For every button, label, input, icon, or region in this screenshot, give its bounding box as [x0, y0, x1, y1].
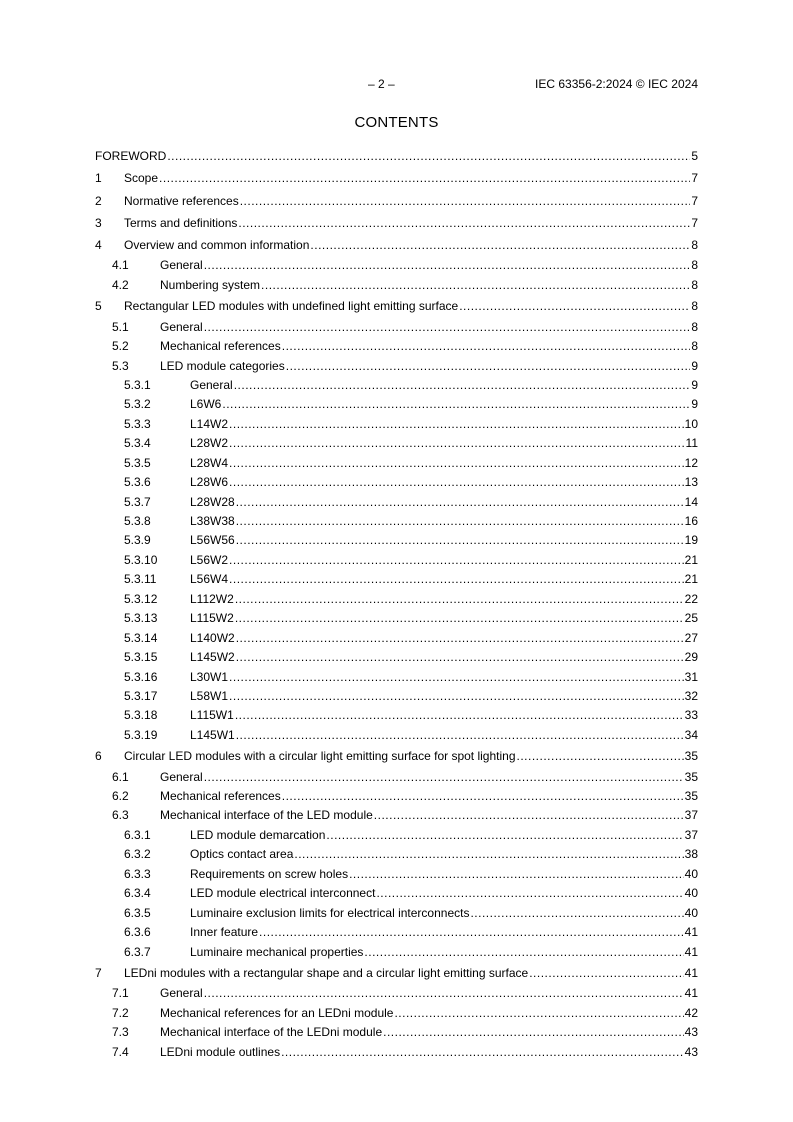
- toc-entry-page: 41: [684, 986, 698, 1001]
- toc-entry-title: Overview and common information: [124, 238, 310, 253]
- toc-entry-number: 6.3.1: [124, 827, 151, 842]
- dot-leader: [229, 454, 684, 473]
- toc-entry-number: 5.3.19: [124, 727, 158, 742]
- toc-entry-page: 35: [684, 769, 698, 784]
- toc-entry-number: 4: [95, 238, 102, 253]
- toc-entry-number: 5.3.6: [124, 475, 151, 490]
- toc-entry-title: L56W2: [190, 552, 229, 567]
- toc-entry-page: 7: [691, 215, 698, 230]
- toc-entry-title: L28W2: [190, 436, 229, 451]
- toc-entry-page: 8: [691, 339, 698, 354]
- toc-entry-number: 3: [95, 215, 102, 230]
- toc-entry-page: 43: [684, 1025, 698, 1040]
- toc-entry-number: 6.3.2: [124, 847, 151, 862]
- toc-entry-page: 21: [684, 552, 698, 567]
- toc-entry-title: L58W1: [190, 688, 229, 703]
- dot-leader: [236, 629, 684, 648]
- toc-entry-page: 42: [684, 1005, 698, 1020]
- toc-entry-number: 6.2: [112, 789, 129, 804]
- toc-entry-title: L145W1: [190, 727, 235, 742]
- dot-leader: [349, 865, 684, 884]
- toc-entry-number: 6.3.7: [124, 944, 151, 959]
- toc-entry-page: 40: [684, 886, 698, 901]
- toc-entry-page: 25: [684, 611, 698, 626]
- dot-leader: [229, 434, 685, 453]
- toc-entry-number: 1: [95, 171, 102, 186]
- dot-leader: [167, 145, 690, 167]
- dot-leader: [229, 687, 684, 706]
- toc-entry[interactable]: [95, 1023, 698, 1042]
- toc-entry[interactable]: [95, 943, 698, 962]
- dot-leader: [470, 904, 683, 923]
- toc-entry-number: 5.3.18: [124, 708, 158, 723]
- toc-entry-page: 19: [684, 533, 698, 548]
- toc-entry-page: 12: [684, 455, 698, 470]
- toc-entry-title: L112W2: [190, 591, 234, 606]
- toc-entry-page: 21: [684, 572, 698, 587]
- toc-entry-number: 6.3.5: [124, 905, 151, 920]
- toc-entry-title: L14W2: [190, 416, 229, 431]
- table-of-contents: [95, 145, 698, 1062]
- toc-entry-title: L28W28: [190, 494, 235, 509]
- toc-entry[interactable]: [95, 234, 698, 256]
- toc-entry-title: General: [190, 377, 233, 392]
- toc-entry[interactable]: [95, 668, 698, 687]
- toc-entry-page: 38: [684, 847, 698, 862]
- toc-entry[interactable]: [95, 512, 698, 531]
- dot-leader: [229, 473, 684, 492]
- toc-entry-title: General: [160, 258, 203, 273]
- toc-entry-title: Circular LED modules with a circular light emitting surface for spot lighting: [124, 749, 516, 764]
- toc-entry-page: 33: [684, 708, 698, 723]
- toc-entry-title: FOREWORD: [95, 149, 167, 163]
- toc-entry[interactable]: [95, 454, 698, 473]
- toc-entry-page: 41: [684, 925, 698, 940]
- toc-entry-title: L56W56: [190, 533, 235, 548]
- dot-leader: [159, 167, 690, 189]
- dot-leader: [204, 768, 684, 787]
- toc-entry[interactable]: [95, 551, 698, 570]
- dot-leader: [235, 590, 684, 609]
- toc-entry-number: 5.3.2: [124, 397, 151, 412]
- dot-leader: [310, 234, 690, 256]
- toc-entry[interactable]: [95, 337, 698, 356]
- toc-entry-page: 8: [691, 277, 698, 292]
- dot-leader: [240, 190, 691, 212]
- toc-entry-number: 4.2: [112, 277, 129, 292]
- toc-entry[interactable]: [95, 145, 698, 167]
- toc-entry-title: L115W2: [190, 611, 234, 626]
- toc-entry[interactable]: [95, 256, 698, 275]
- toc-entry-number: 2: [95, 193, 102, 208]
- toc-entry[interactable]: [95, 826, 698, 845]
- toc-entry-page: 37: [684, 827, 698, 842]
- toc-entry-page: 8: [691, 299, 698, 314]
- toc-entry-page: 7: [691, 171, 698, 186]
- dot-leader: [294, 845, 683, 864]
- toc-entry-page: 8: [691, 319, 698, 334]
- toc-entry-title: Luminaire mechanical properties: [190, 944, 364, 959]
- toc-entry-number: 5.3.11: [124, 572, 157, 587]
- toc-entry-page: 11: [685, 436, 698, 451]
- dot-leader: [383, 1023, 684, 1042]
- toc-entry-page: 5: [691, 149, 698, 163]
- toc-entry-title: Mechanical references: [160, 339, 281, 354]
- toc-entry-page: 9: [691, 377, 698, 392]
- toc-entry[interactable]: [95, 212, 698, 234]
- toc-entry[interactable]: [95, 904, 698, 923]
- toc-title: CONTENTS: [354, 114, 439, 131]
- toc-entry-title: General: [160, 319, 203, 334]
- toc-entry[interactable]: [95, 167, 698, 189]
- toc-entry[interactable]: [95, 531, 698, 550]
- toc-entry-number: 5.3.13: [124, 611, 158, 626]
- toc-entry-title: L56W4: [190, 572, 229, 587]
- dot-leader: [204, 318, 691, 337]
- toc-entry[interactable]: [95, 318, 698, 337]
- dot-leader: [204, 984, 684, 1003]
- page-number: – 2 –: [368, 77, 395, 91]
- toc-entry-page: 27: [684, 630, 698, 645]
- toc-entry-title: Optics contact area: [190, 847, 294, 862]
- document-reference: IEC 63356-2:2024 © IEC 2024: [535, 77, 698, 91]
- toc-entry-page: 22: [684, 591, 698, 606]
- toc-entry-title: Luminaire exclusion limits for electrical interconnects: [190, 905, 470, 920]
- toc-entry-number: 5.3.15: [124, 650, 158, 665]
- toc-entry-number: 5.1: [112, 319, 129, 334]
- toc-entry-number: 5.3.14: [124, 630, 158, 645]
- toc-entry-title: LED module categories: [160, 358, 285, 373]
- toc-entry[interactable]: [95, 806, 698, 825]
- toc-entry-number: 6.3.4: [124, 886, 151, 901]
- toc-entry-page: 40: [684, 905, 698, 920]
- dot-leader: [394, 1004, 683, 1023]
- toc-entry-page: 35: [684, 789, 698, 804]
- dot-leader: [286, 357, 691, 376]
- dot-leader: [281, 1043, 684, 1062]
- toc-entry-page: 41: [684, 944, 698, 959]
- toc-entry-number: 6.1: [112, 769, 129, 784]
- toc-entry-title: L38W38: [190, 514, 235, 529]
- toc-entry-title: L6W6: [190, 397, 222, 412]
- toc-entry[interactable]: [95, 395, 698, 414]
- toc-entry[interactable]: [95, 376, 698, 395]
- toc-entry-title: LEDni module outlines: [160, 1044, 281, 1059]
- dot-leader: [234, 376, 691, 395]
- dot-leader: [229, 570, 684, 589]
- dot-leader: [236, 648, 684, 667]
- toc-entry[interactable]: [95, 726, 698, 745]
- dot-leader: [236, 726, 684, 745]
- dot-leader: [529, 962, 683, 984]
- dot-leader: [517, 745, 684, 767]
- toc-entry[interactable]: [95, 884, 698, 903]
- dot-leader: [459, 295, 690, 317]
- toc-entry-title: L145W2: [190, 650, 235, 665]
- toc-entry-title: LED module demarcation: [190, 827, 326, 842]
- toc-entry-title: L115W1: [190, 708, 234, 723]
- dot-leader: [236, 493, 684, 512]
- toc-entry-title: Rectangular LED modules with undefined light emitting surface: [124, 299, 459, 314]
- toc-entry[interactable]: [95, 687, 698, 706]
- toc-entry[interactable]: [95, 629, 698, 648]
- dot-leader: [282, 787, 684, 806]
- dot-leader: [282, 337, 691, 356]
- toc-entry[interactable]: [95, 745, 698, 767]
- toc-entry-number: 5.3.1: [124, 377, 151, 392]
- toc-entry[interactable]: [95, 648, 698, 667]
- toc-entry[interactable]: [95, 787, 698, 806]
- toc-entry[interactable]: [95, 434, 698, 453]
- toc-entry-number: 5.3.10: [124, 552, 158, 567]
- toc-entry-number: 5: [95, 299, 102, 314]
- toc-entry-title: Mechanical interface of the LED module: [160, 808, 373, 823]
- toc-entry-page: 8: [691, 238, 698, 253]
- toc-entry-title: L140W2: [190, 630, 235, 645]
- toc-entry[interactable]: [95, 865, 698, 884]
- dot-leader: [204, 256, 691, 275]
- toc-entry-page: 40: [684, 866, 698, 881]
- toc-entry-title: Terms and definitions: [124, 215, 238, 230]
- dot-leader: [229, 551, 684, 570]
- dot-leader: [259, 923, 684, 942]
- toc-entry-number: 6.3: [112, 808, 129, 823]
- dot-leader: [235, 609, 684, 628]
- toc-entry-title: Requirements on screw holes: [190, 866, 349, 881]
- toc-entry-number: 4.1: [112, 258, 129, 273]
- toc-entry-number: 6.3.6: [124, 925, 151, 940]
- toc-entry[interactable]: [95, 984, 698, 1003]
- toc-entry-page: 35: [684, 749, 698, 764]
- dot-leader: [229, 668, 684, 687]
- toc-entry-title: Mechanical interface of the LEDni module: [160, 1025, 383, 1040]
- toc-entry-number: 7.4: [112, 1044, 129, 1059]
- toc-entry[interactable]: [95, 845, 698, 864]
- toc-entry-number: 7.2: [112, 1005, 129, 1020]
- toc-entry-number: 5.3.9: [124, 533, 151, 548]
- toc-entry-title: Scope: [124, 171, 159, 186]
- toc-entry-title: Inner feature: [190, 925, 259, 940]
- toc-entry-number: 5.3.16: [124, 669, 158, 684]
- dot-leader: [238, 212, 690, 234]
- dot-leader: [222, 395, 690, 414]
- toc-entry-page: 34: [684, 727, 698, 742]
- toc-entry-number: 6: [95, 749, 102, 764]
- toc-entry-title: General: [160, 769, 203, 784]
- toc-entry-title: L28W6: [190, 475, 229, 490]
- toc-entry[interactable]: [95, 962, 698, 984]
- toc-entry-number: 5.3.17: [124, 688, 158, 703]
- dot-leader: [229, 415, 684, 434]
- toc-entry-number: 5.3.12: [124, 591, 158, 606]
- toc-entry-number: 5.3.3: [124, 416, 151, 431]
- toc-entry-page: 37: [684, 808, 698, 823]
- toc-entry-page: 31: [684, 669, 698, 684]
- toc-entry-title: LED module electrical interconnect: [190, 886, 376, 901]
- toc-entry-page: 16: [684, 514, 698, 529]
- toc-entry-title: Normative references: [124, 193, 239, 208]
- toc-entry-number: 5.3: [112, 358, 129, 373]
- toc-entry-page: 43: [684, 1044, 698, 1059]
- toc-entry[interactable]: [95, 1004, 698, 1023]
- toc-entry-title: Mechanical references for an LEDni module: [160, 1005, 394, 1020]
- toc-entry-number: 6.3.3: [124, 866, 151, 881]
- toc-entry[interactable]: [95, 357, 698, 376]
- toc-entry[interactable]: [95, 473, 698, 492]
- toc-entry[interactable]: [95, 768, 698, 787]
- toc-entry-title: Mechanical references: [160, 789, 281, 804]
- toc-entry-page: 9: [691, 397, 698, 412]
- toc-entry[interactable]: [95, 190, 698, 212]
- toc-entry-number: 7.1: [112, 986, 129, 1001]
- toc-entry-number: 5.3.7: [124, 494, 151, 509]
- toc-entry-title: LEDni modules with a rectangular shape and a circular light emitting surface: [124, 965, 529, 980]
- toc-entry-page: 9: [691, 358, 698, 373]
- toc-entry[interactable]: [95, 609, 698, 628]
- dot-leader: [374, 806, 684, 825]
- toc-entry[interactable]: [95, 1043, 698, 1062]
- toc-entry[interactable]: [95, 415, 698, 434]
- toc-entry-page: 8: [691, 258, 698, 273]
- toc-entry-number: 5.3.5: [124, 455, 151, 470]
- toc-entry[interactable]: [95, 570, 698, 589]
- toc-entry[interactable]: [95, 923, 698, 942]
- toc-entry-title: Numbering system: [160, 277, 261, 292]
- toc-entry-page: 29: [684, 650, 698, 665]
- toc-entry-number: 7.3: [112, 1025, 129, 1040]
- dot-leader: [235, 706, 684, 725]
- toc-entry-title: General: [160, 986, 203, 1001]
- toc-entry[interactable]: [95, 706, 698, 725]
- toc-entry-page: 10: [684, 416, 698, 431]
- dot-leader: [326, 826, 683, 845]
- toc-entry-page: 14: [684, 494, 698, 509]
- toc-entry[interactable]: [95, 493, 698, 512]
- dot-leader: [364, 943, 683, 962]
- toc-entry-page: 41: [684, 965, 698, 980]
- dot-leader: [261, 276, 690, 295]
- toc-entry-title: L30W1: [190, 669, 229, 684]
- toc-entry[interactable]: [95, 295, 698, 317]
- dot-leader: [236, 531, 684, 550]
- toc-entry-page: 32: [684, 688, 698, 703]
- dot-leader: [236, 512, 684, 531]
- toc-entry-number: 5.2: [112, 339, 129, 354]
- toc-entry-number: 5.3.8: [124, 514, 151, 529]
- toc-entry[interactable]: [95, 276, 698, 295]
- toc-entry-title: L28W4: [190, 455, 229, 470]
- toc-entry-page: 13: [684, 475, 698, 490]
- dot-leader: [376, 884, 683, 903]
- toc-entry-number: 5.3.4: [124, 436, 151, 451]
- toc-entry-number: 7: [95, 965, 102, 980]
- toc-entry-page: 7: [691, 193, 698, 208]
- toc-entry[interactable]: [95, 590, 698, 609]
